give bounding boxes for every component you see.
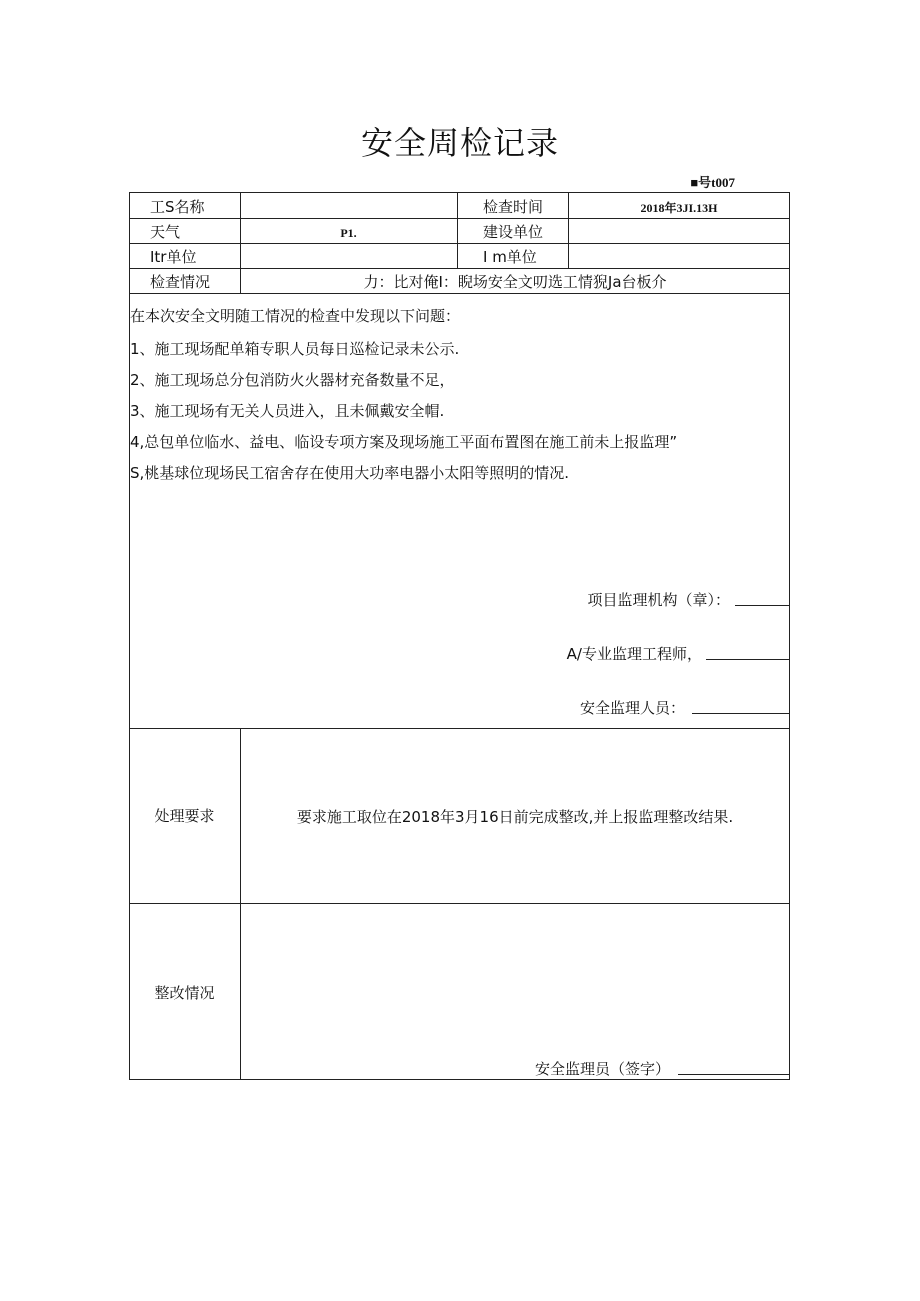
- safety-supervisor-signature-field[interactable]: [678, 1074, 790, 1075]
- rectification-status-label: 整改情况: [154, 984, 215, 1002]
- itr-unit-label: Itr单位: [150, 248, 197, 266]
- findings-intro: 在本次安全文明随工情况的检查中发现以下问题：: [130, 307, 461, 325]
- supervision-org-seal-field[interactable]: [735, 605, 790, 606]
- handling-requirements-label: 处理要求: [154, 807, 215, 825]
- page-title: 安全周检记录: [360, 124, 559, 162]
- project-name-label: 工S名称: [150, 198, 205, 216]
- document-number: ■号t007: [690, 175, 735, 190]
- row-divider: [129, 218, 790, 219]
- safety-staff-signature-label: 安全监理人员：: [579, 699, 685, 717]
- column-divider: [240, 728, 241, 1080]
- finding-item: 2、施工现场总分包消防火火器材充备数量不足，: [130, 371, 455, 389]
- row-divider: [129, 268, 790, 269]
- weather-label: 天气: [150, 223, 181, 241]
- inspection-status-value: 力：比对俺I：睨场安全文叨选工情猊Ja台板介: [363, 273, 667, 291]
- im-unit-label: I m单位: [483, 248, 537, 266]
- engineer-signature-field[interactable]: [706, 659, 790, 660]
- safety-supervisor-signature-label: 安全监理员（签字）: [534, 1060, 670, 1078]
- supervision-org-seal-label: 项目监理机构（章）：: [587, 591, 730, 609]
- row-divider: [129, 903, 790, 904]
- inspection-time-value[interactable]: 2018年3JI.13H: [640, 201, 718, 215]
- safety-staff-signature-field[interactable]: [692, 713, 790, 714]
- finding-item: 4,总包单位临水、益电、临设专项方案及现场施工平面布置图在施工前未上报监理”: [130, 433, 678, 451]
- row-divider: [129, 728, 790, 729]
- row-divider: [129, 243, 790, 244]
- inspection-time-label: 检查时间: [483, 198, 544, 216]
- construction-unit-label: 建设单位: [483, 223, 544, 241]
- finding-item: S,桃基球位现场民工宿舍存在使用大功率电器小太阳等照明的情况.: [130, 464, 570, 482]
- finding-item: 3、施工现场有无关人员进入，且未佩戴安全帽.: [130, 402, 445, 420]
- handling-requirements-content: 要求施工取位在2018年3月16日前完成整改,并上报监理整改结果.: [296, 808, 734, 826]
- weather-value[interactable]: P1.: [340, 226, 357, 240]
- column-divider: [457, 192, 458, 268]
- finding-item: 1、施工现场配单箱专职人员每日巡检记录未公示.: [130, 340, 460, 358]
- inspection-status-label: 检查情况: [150, 273, 211, 291]
- engineer-signature-label: A/专业监理工程师，: [566, 645, 702, 663]
- row-divider: [129, 293, 790, 294]
